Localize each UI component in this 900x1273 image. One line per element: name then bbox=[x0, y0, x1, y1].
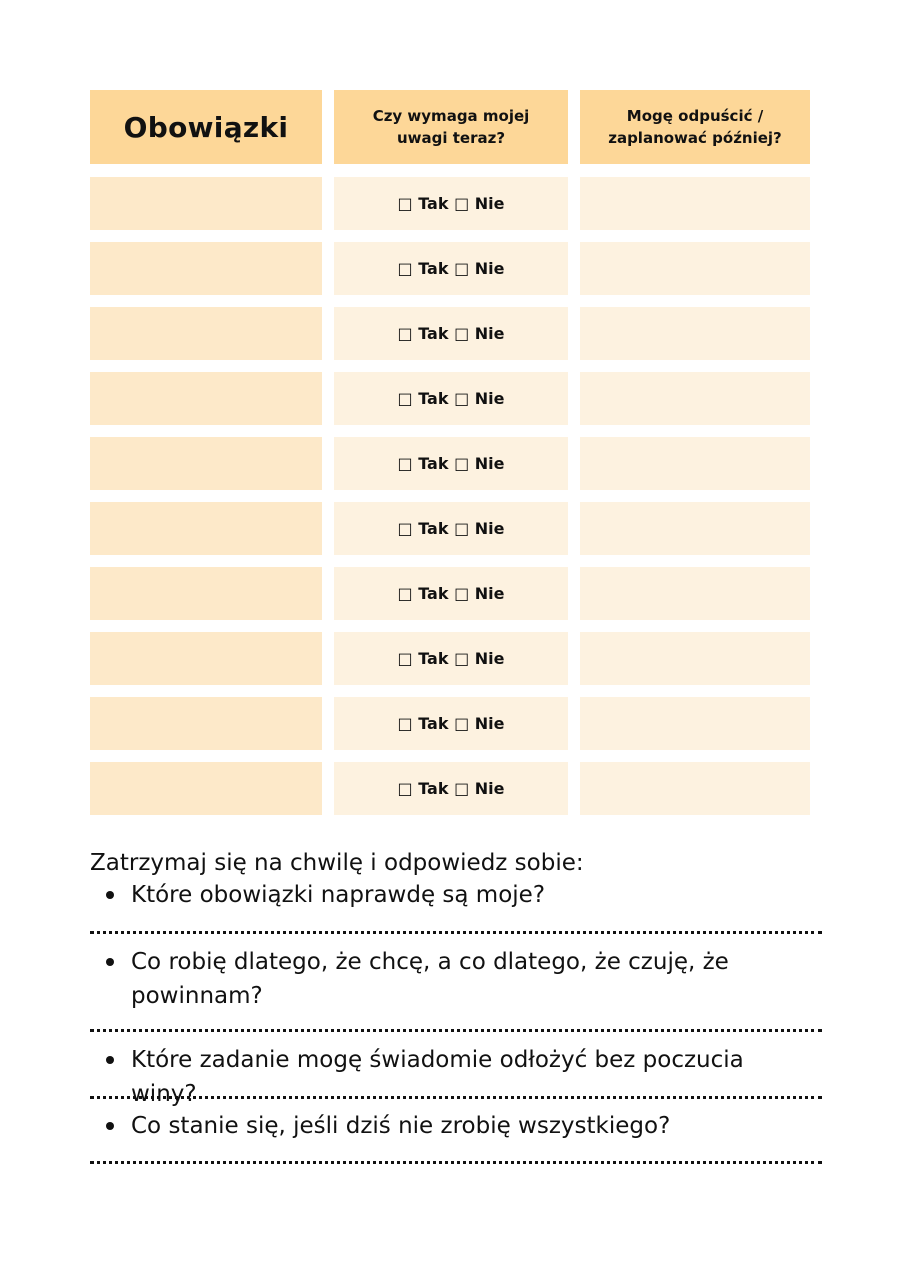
table-row bbox=[90, 307, 810, 360]
duty-cell[interactable] bbox=[90, 307, 322, 360]
postpone-cell[interactable] bbox=[580, 697, 810, 750]
header-attention-now-label: Czy wymaga mojej uwagi teraz? bbox=[372, 107, 530, 147]
postpone-cell[interactable] bbox=[580, 567, 810, 620]
table-row bbox=[90, 632, 810, 685]
yes-no-choice[interactable]: □ Tak □ Nie bbox=[334, 437, 568, 490]
duty-cell[interactable] bbox=[90, 177, 322, 230]
postpone-cell[interactable] bbox=[580, 502, 810, 555]
table-row bbox=[90, 762, 810, 815]
postpone-cell[interactable] bbox=[580, 762, 810, 815]
bullet-icon bbox=[106, 1056, 114, 1064]
table-row bbox=[90, 697, 810, 750]
postpone-cell[interactable] bbox=[580, 242, 810, 295]
answer-line[interactable] bbox=[90, 931, 822, 934]
duty-cell[interactable] bbox=[90, 372, 322, 425]
header-postpone bbox=[580, 90, 810, 164]
postpone-cell[interactable] bbox=[580, 372, 810, 425]
table-row bbox=[90, 242, 810, 295]
bullet-icon bbox=[106, 1122, 114, 1130]
duty-cell[interactable] bbox=[90, 632, 322, 685]
question-text: Co robię dlatego, że chcę, a co dlatego, że czuję, że powinnam? bbox=[131, 949, 729, 1009]
question-item bbox=[106, 1043, 826, 1111]
yes-no-choice[interactable]: □ Tak □ Nie bbox=[334, 697, 568, 750]
bullet-icon bbox=[106, 958, 114, 966]
question-item bbox=[106, 878, 826, 912]
duty-cell[interactable] bbox=[90, 437, 322, 490]
table-row bbox=[90, 437, 810, 490]
reflection-intro: Zatrzymaj się na chwilę i odpowiedz sobie: bbox=[90, 850, 584, 876]
duty-cell[interactable] bbox=[90, 762, 322, 815]
header-obowiazki-label: Obowiązki bbox=[123, 110, 289, 144]
header-postpone-label: Mogę odpuścić / zaplanować później? bbox=[608, 107, 782, 147]
postpone-cell[interactable] bbox=[580, 307, 810, 360]
question-text: Co stanie się, jeśli dziś nie zrobię wszystkiego? bbox=[131, 1113, 671, 1139]
header-obowiazki bbox=[90, 90, 322, 164]
table-row bbox=[90, 567, 810, 620]
duty-cell[interactable] bbox=[90, 242, 322, 295]
question-text: Które obowiązki naprawdę są moje? bbox=[131, 882, 546, 908]
duty-cell[interactable] bbox=[90, 567, 322, 620]
duties-table-rows bbox=[90, 177, 810, 827]
table-row bbox=[90, 502, 810, 555]
yes-no-choice[interactable]: □ Tak □ Nie bbox=[334, 502, 568, 555]
question-item bbox=[106, 1109, 826, 1143]
header-attention-now bbox=[334, 90, 568, 164]
yes-no-choice[interactable]: □ Tak □ Nie bbox=[334, 307, 568, 360]
yes-no-choice[interactable]: □ Tak □ Nie bbox=[334, 567, 568, 620]
postpone-cell[interactable] bbox=[580, 437, 810, 490]
answer-line[interactable] bbox=[90, 1161, 822, 1164]
bullet-icon bbox=[106, 891, 114, 899]
question-text: Które zadanie mogę świadomie odłożyć bez poczucia winy? bbox=[131, 1047, 744, 1107]
answer-line[interactable] bbox=[90, 1029, 822, 1032]
table-row bbox=[90, 372, 810, 425]
postpone-cell[interactable] bbox=[580, 632, 810, 685]
answer-line[interactable] bbox=[90, 1096, 822, 1099]
yes-no-choice[interactable]: □ Tak □ Nie bbox=[334, 372, 568, 425]
yes-no-choice[interactable]: □ Tak □ Nie bbox=[334, 177, 568, 230]
postpone-cell[interactable] bbox=[580, 177, 810, 230]
table-row bbox=[90, 177, 810, 230]
duty-cell[interactable] bbox=[90, 697, 322, 750]
yes-no-choice[interactable]: □ Tak □ Nie bbox=[334, 762, 568, 815]
question-item bbox=[106, 945, 826, 1013]
duty-cell[interactable] bbox=[90, 502, 322, 555]
yes-no-choice[interactable]: □ Tak □ Nie bbox=[334, 632, 568, 685]
yes-no-choice[interactable]: □ Tak □ Nie bbox=[334, 242, 568, 295]
